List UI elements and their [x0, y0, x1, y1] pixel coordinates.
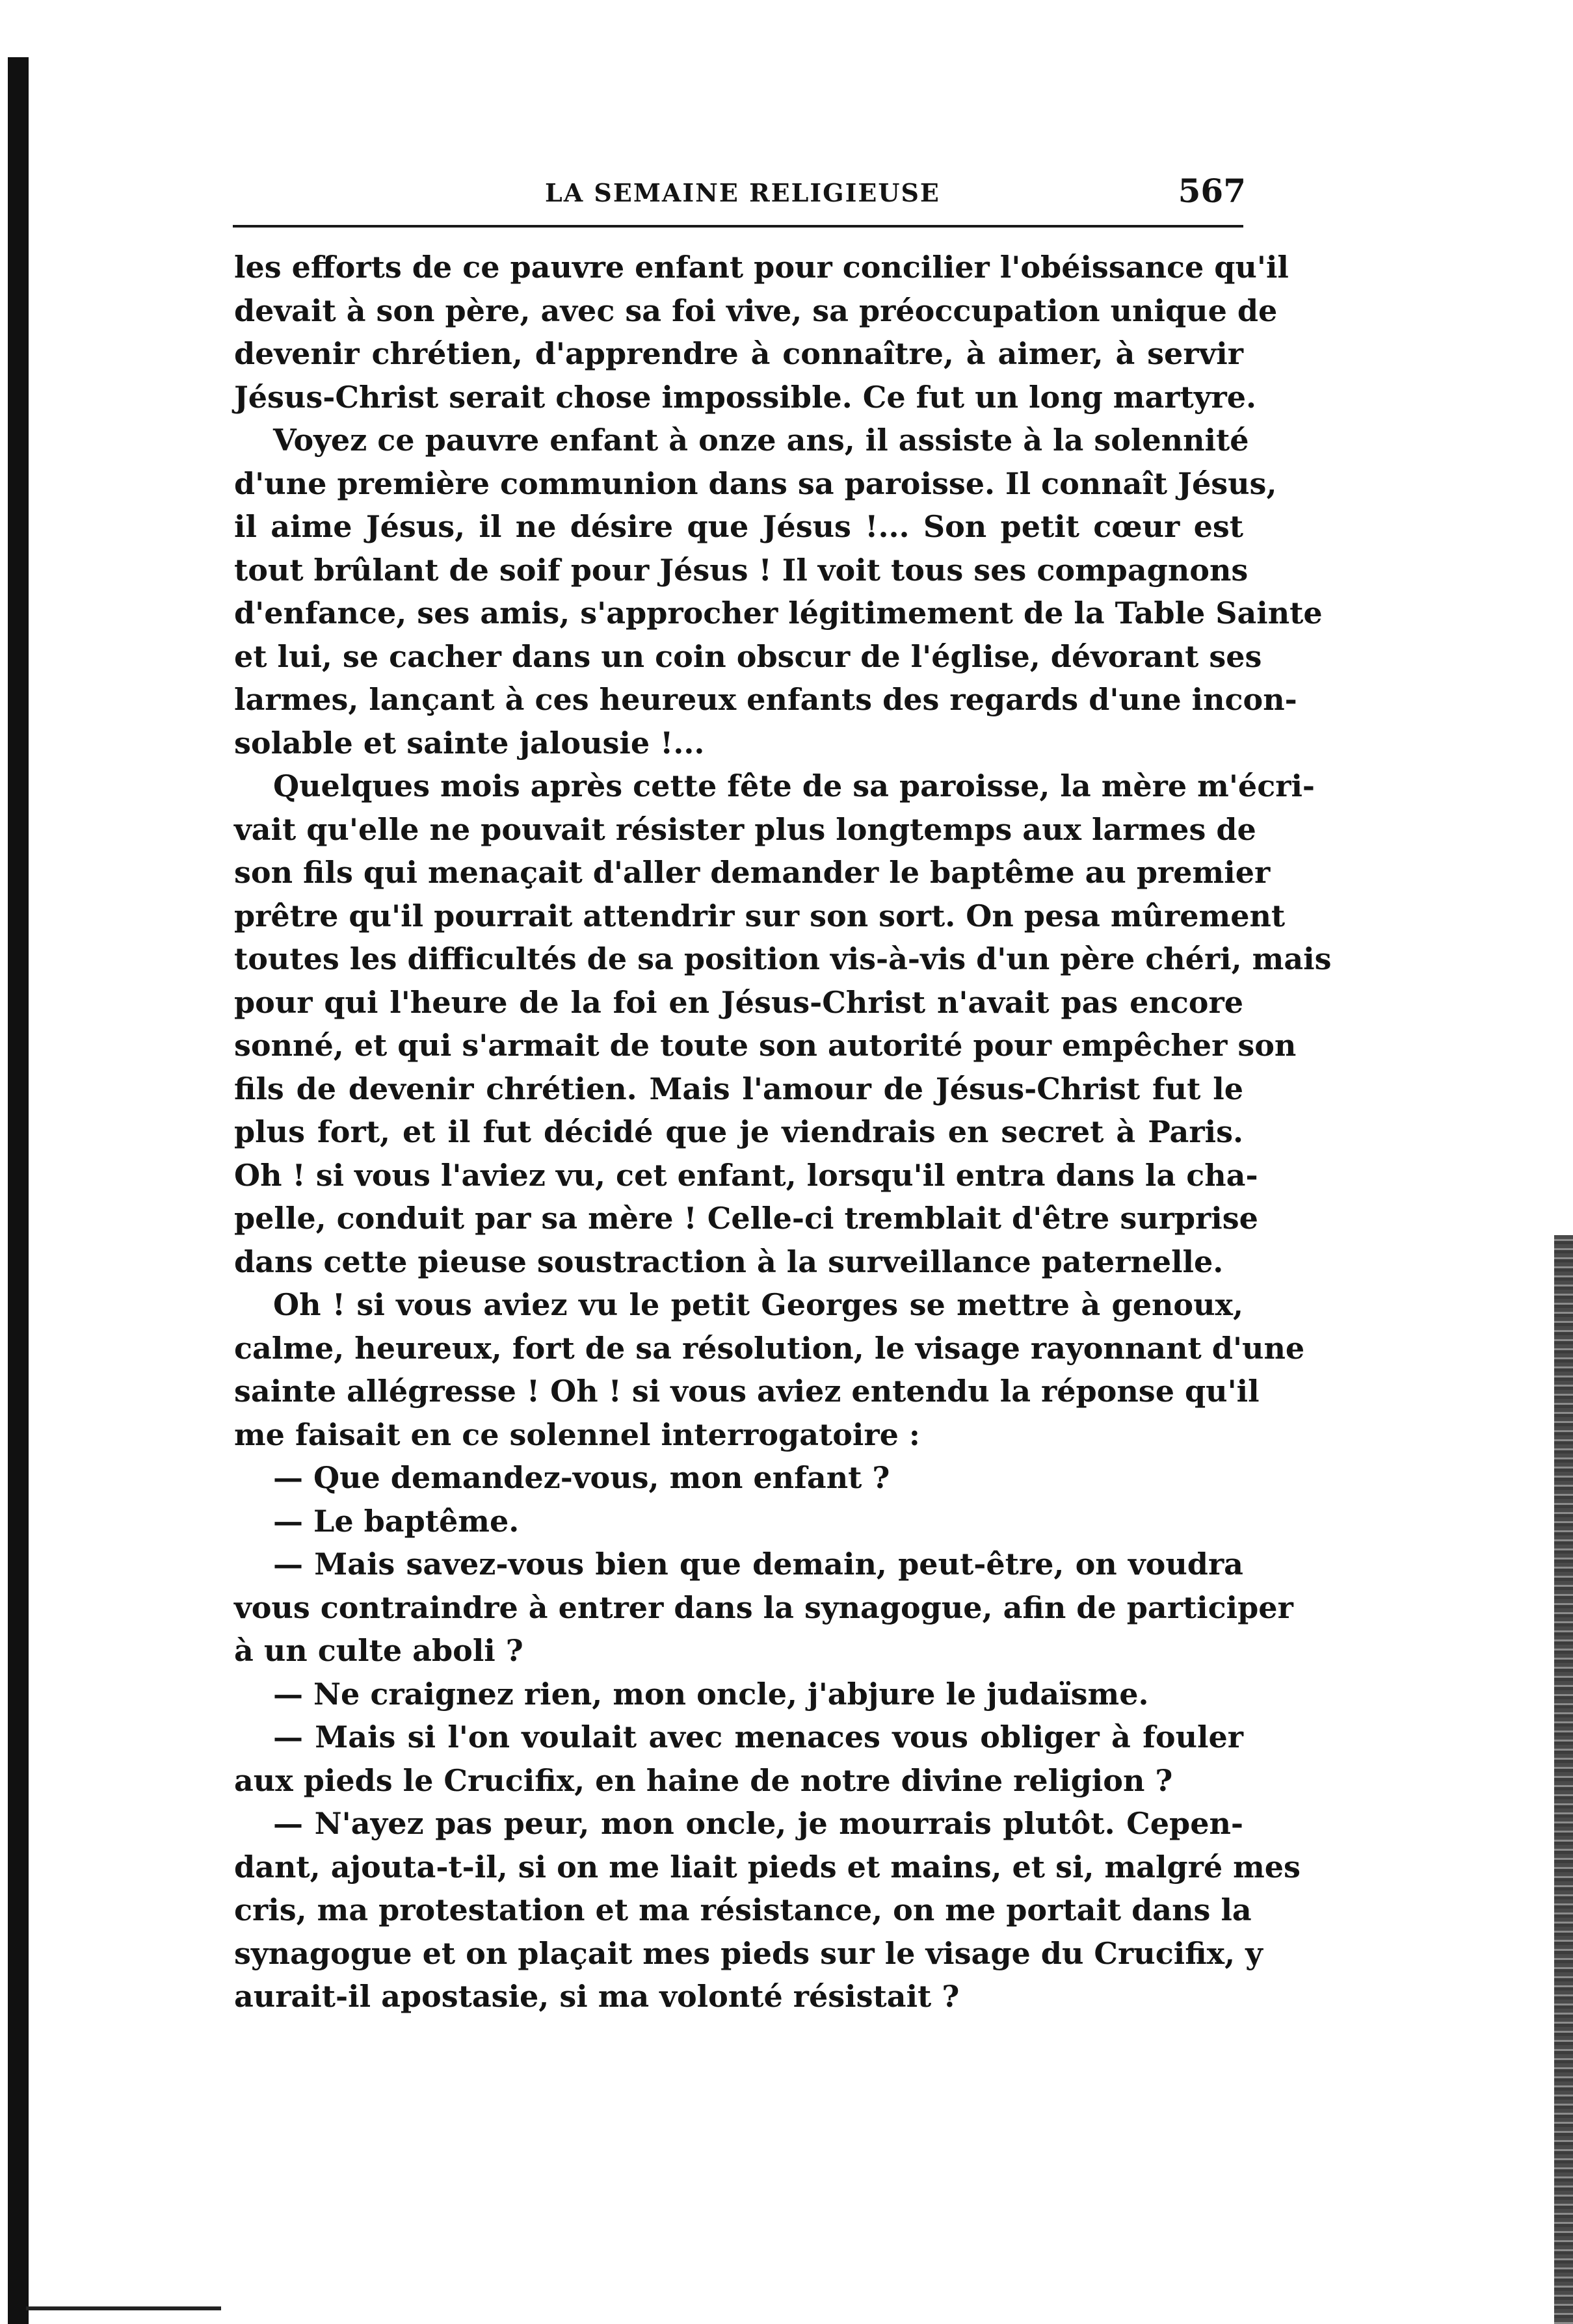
text-line: me faisait en ce solennel interrogatoire : — [234, 1417, 920, 1452]
text-line: fils de devenir chrétien. Mais l'amour de Jésus-Christ fut le — [234, 1071, 1243, 1106]
text-line: devait à son père, avec sa foi vive, sa préoccupation unique de — [234, 293, 1278, 328]
text-line: Jésus-Christ serait chose impossible. Ce fut un long martyre. — [234, 379, 1257, 415]
text-line: solable et sainte jalousie !... — [234, 725, 705, 761]
binding-shadow-foot — [26, 2306, 221, 2310]
text-line: cris, ma protestation et ma résistance, on me portait dans la — [234, 1892, 1252, 1927]
text-line: aurait-il apostasie, si ma volonté résistait ? — [234, 1979, 960, 2014]
text-line: dans cette pieuse soustraction à la surveillance paternelle. — [234, 1244, 1224, 1279]
body-text — [234, 246, 1332, 2018]
text-line: d'enfance, ses amis, s'approcher légitimement de la Table Sainte — [234, 595, 1323, 631]
text-line: Oh ! si vous aviez vu le petit Georges se mettre à genoux, — [273, 1287, 1243, 1322]
text-line: Quelques mois après cette fête de sa paroisse, la mère m'écri- — [273, 768, 1315, 803]
header-rule — [233, 225, 1243, 228]
text-line: d'une première communion dans sa paroisse. Il connaît Jésus, — [234, 465, 1277, 501]
page-edge-shadow — [1554, 1235, 1573, 2324]
text-line: vait qu'elle ne pouvait résister plus longtemps aux larmes de — [234, 811, 1256, 847]
text-line: — Que demandez-vous, mon enfant ? — [273, 1460, 890, 1495]
text-line: Oh ! si vous l'aviez vu, cet enfant, lorsqu'il entra dans la cha- — [234, 1157, 1258, 1193]
text-line: il aime Jésus, il ne désire que Jésus !... Son petit cœur est — [234, 509, 1243, 544]
text-line: sainte allégresse ! Oh ! si vous aviez entendu la réponse qu'il — [234, 1374, 1260, 1409]
text-line: les efforts de ce pauvre enfant pour concilier l'obéissance qu'il — [234, 250, 1289, 285]
text-line: aux pieds le Crucifix, en haine de notre divine religion ? — [234, 1762, 1173, 1798]
page-number: 567 — [1178, 172, 1246, 210]
text-line: — Mais savez-vous bien que demain, peut-être, on voudra — [273, 1547, 1243, 1582]
text-line: plus fort, et il fut décidé que je viendrais en secret à Paris. — [234, 1114, 1243, 1149]
text-line: vous contraindre à entrer dans la synagogue, afin de participer — [234, 1589, 1293, 1625]
text-line: dant, ajouta-t-il, si on me liait pieds et mains, et si, malgré mes — [234, 1849, 1301, 1885]
text-line: à un culte aboli ? — [234, 1633, 523, 1668]
text-line: pour qui l'heure de la foi en Jésus-Christ n'avait pas encore — [234, 984, 1243, 1020]
text-line: synagogue et on plaçait mes pieds sur le visage du Crucifix, y — [234, 1935, 1263, 1971]
text-line: Voyez ce pauvre enfant à onze ans, il assiste à la solennité — [273, 423, 1249, 458]
text-line: sonné, et qui s'armait de toute son autorité pour empêcher son — [234, 1028, 1297, 1063]
text-line: — Le baptême. — [273, 1503, 520, 1539]
text-line: — Ne craignez rien, mon oncle, j'abjure le judaïsme. — [273, 1676, 1149, 1712]
text-line: et lui, se cacher dans un coin obscur de l'église, dévorant ses — [234, 638, 1262, 674]
page-header — [228, 172, 1249, 213]
text-line: toutes les difficultés de sa position vis-à-vis d'un père chéri, mais — [234, 941, 1332, 976]
text-line: — N'ayez pas peur, mon oncle, je mourrais plutôt. Cepen- — [273, 1806, 1243, 1841]
running-head: LA SEMAINE RELIGIEUSE — [545, 178, 940, 207]
binding-shadow — [8, 57, 29, 2324]
text-line: son fils qui menaçait d'aller demander le baptême au premier — [234, 855, 1271, 890]
text-line: devenir chrétien, d'apprendre à connaître, à aimer, à servir — [234, 336, 1243, 371]
text-line: — Mais si l'on voulait avec menaces vous obliger à fouler — [273, 1719, 1243, 1755]
text-line: calme, heureux, fort de sa résolution, le visage rayonnant d'une — [234, 1330, 1305, 1366]
text-line: larmes, lançant à ces heureux enfants des regards d'une incon- — [234, 682, 1297, 717]
text-line: prêtre qu'il pourrait attendrir sur son sort. On pesa mûrement — [234, 898, 1286, 934]
text-line: pelle, conduit par sa mère ! Celle-ci tremblait d'être surprise — [234, 1201, 1258, 1236]
text-line: tout brûlant de soif pour Jésus ! Il voit tous ses compagnons — [234, 552, 1249, 588]
